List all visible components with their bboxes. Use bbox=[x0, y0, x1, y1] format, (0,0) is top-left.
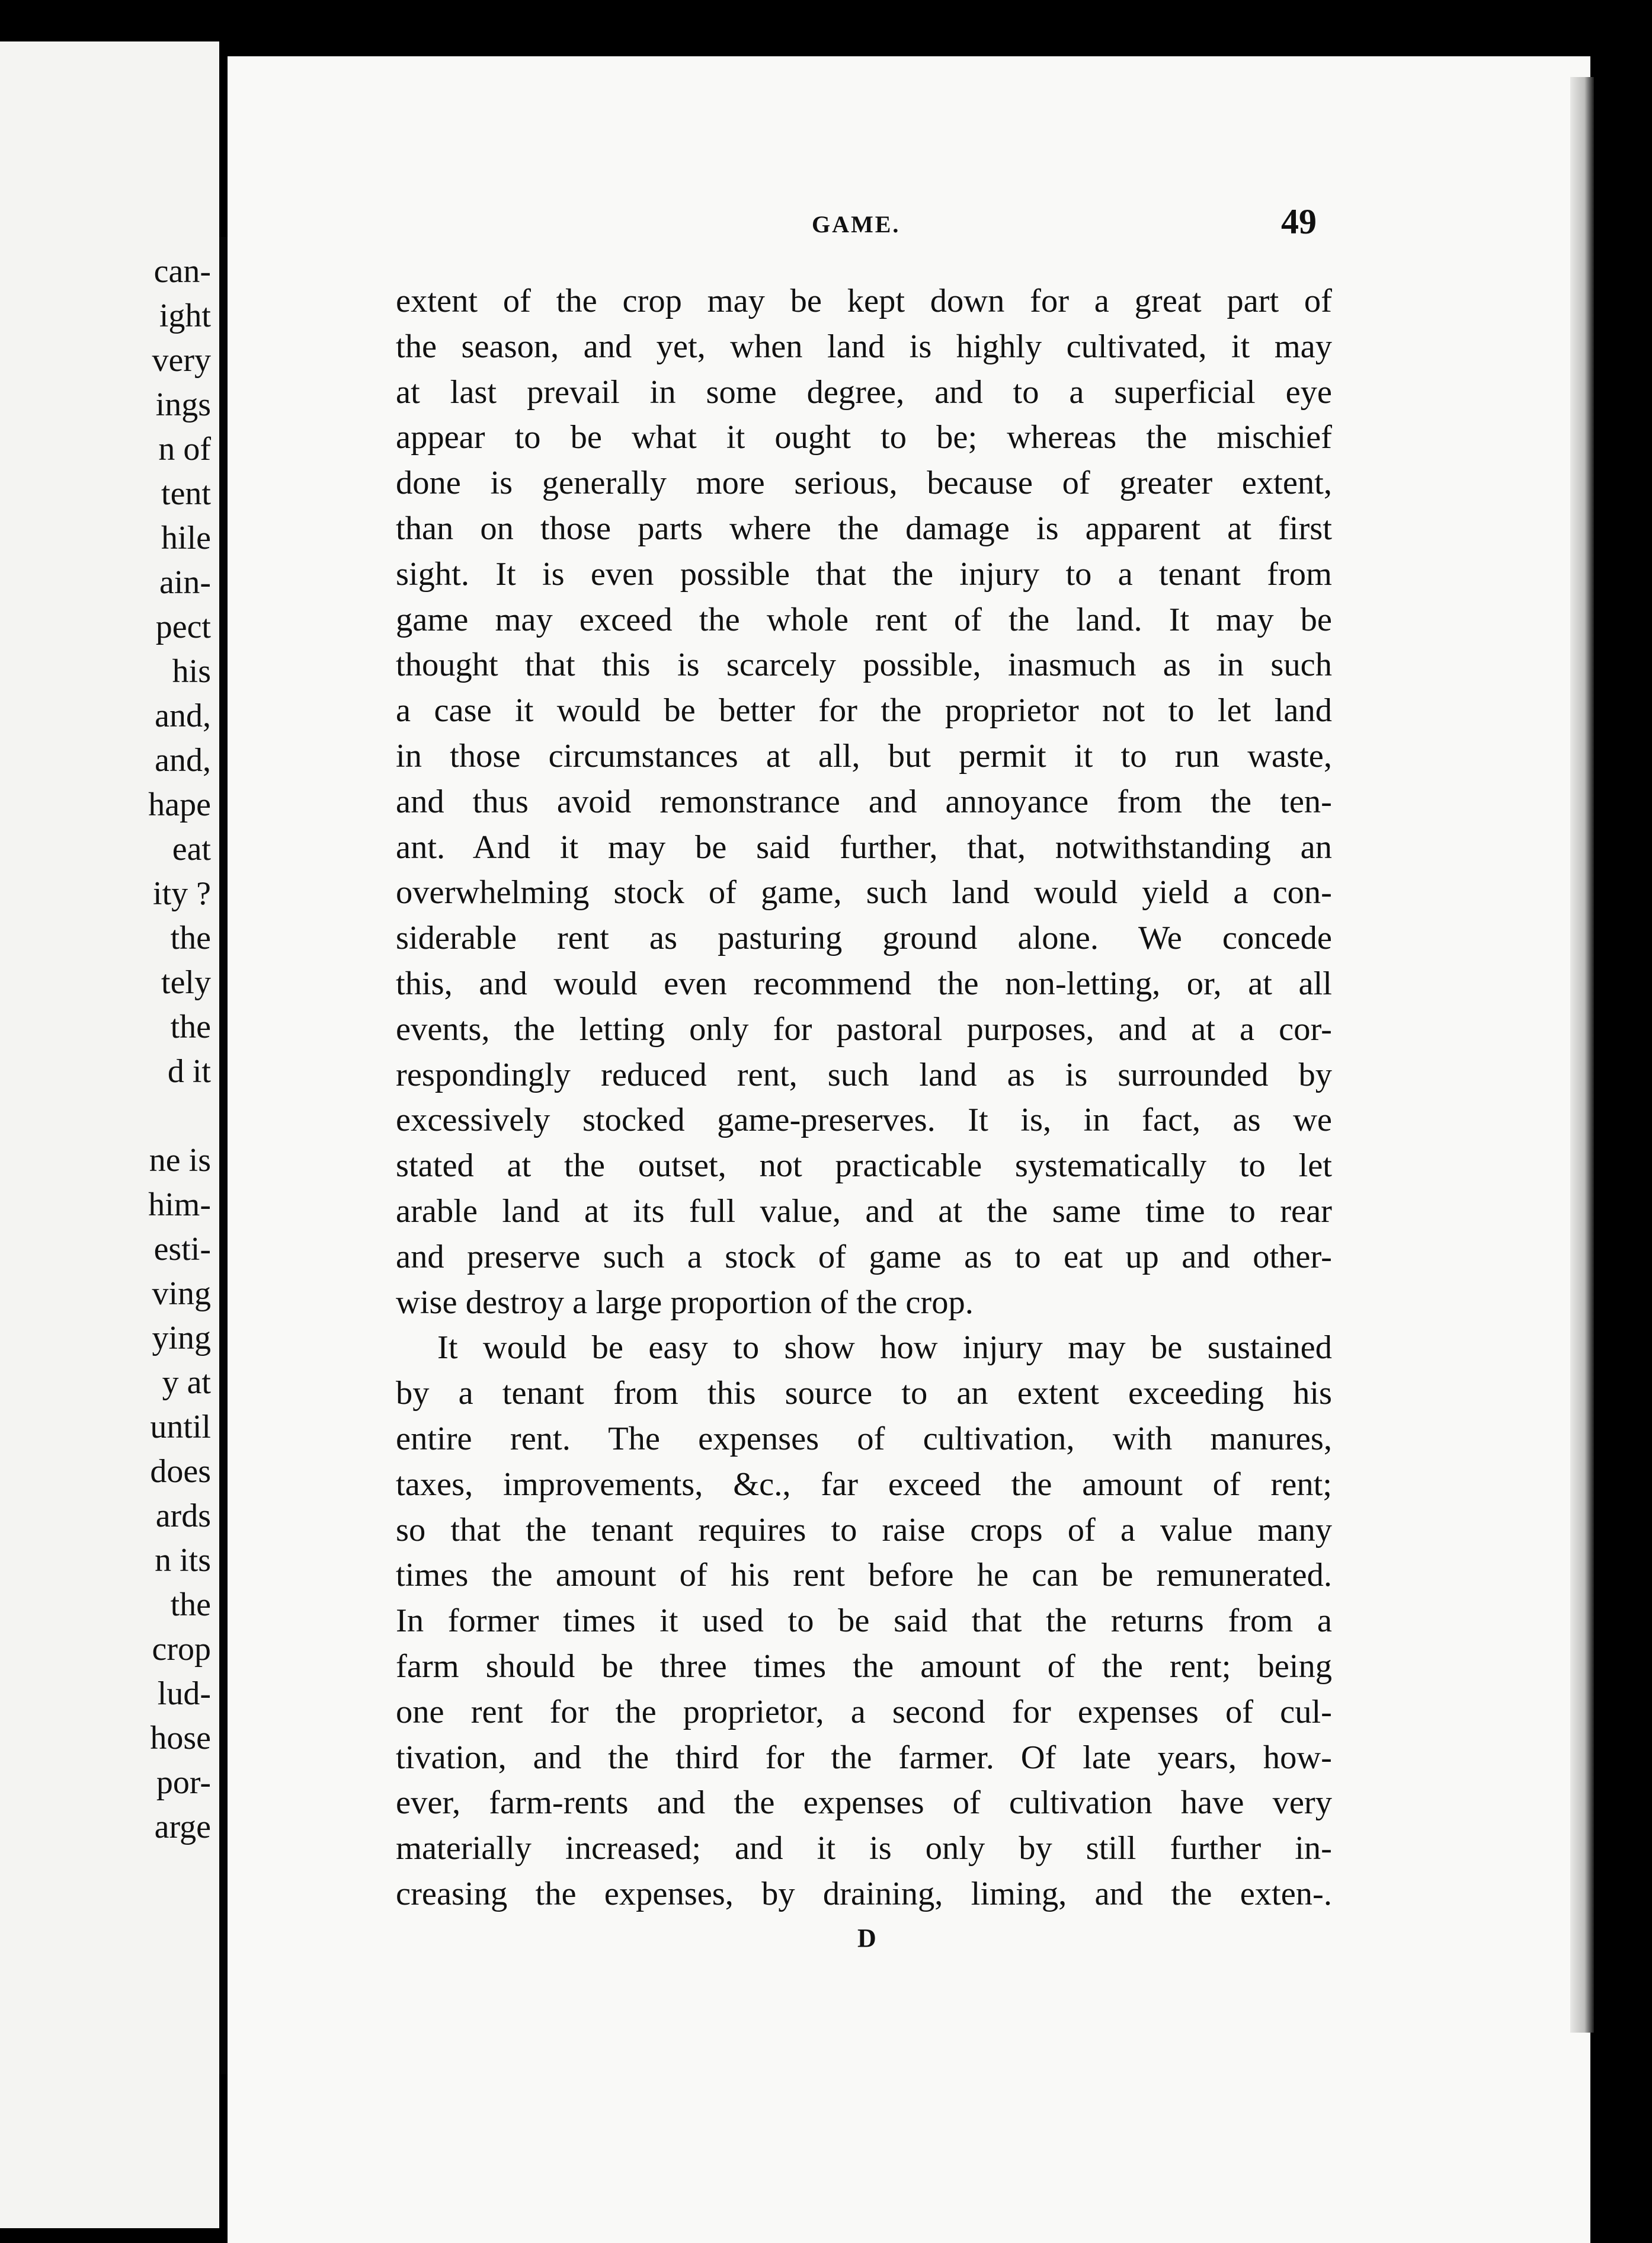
text-line: by a tenant from this source to an extent exceeding his bbox=[396, 1375, 1332, 1412]
running-head: GAME. bbox=[812, 211, 901, 238]
left-text-fragment: hape bbox=[148, 786, 211, 823]
text-line: and thus avoid remonstrance and annoyance from the ten- bbox=[396, 783, 1332, 820]
book-gutter bbox=[219, 237, 228, 2074]
left-text-fragment: ards bbox=[155, 1498, 211, 1534]
text-line: ever, farm-rents and the expenses of cultivation have very bbox=[396, 1784, 1332, 1822]
left-text-fragment: and, bbox=[155, 697, 211, 734]
text-line: a case it would be better for the proprietor not to let land bbox=[396, 692, 1332, 729]
text-line: done is generally more serious, because of greater extent, bbox=[396, 465, 1332, 502]
page-number: 49 bbox=[1281, 202, 1317, 241]
text-line: respondingly reduced rent, such land as is surrounded by bbox=[396, 1056, 1332, 1093]
left-text-fragment: ving bbox=[152, 1275, 211, 1312]
left-text-fragment: ings bbox=[155, 386, 211, 423]
left-text-fragment: crop bbox=[152, 1631, 211, 1668]
left-text-fragment: the bbox=[170, 920, 211, 956]
text-line: arable land at its full value, and at the same time to rear bbox=[396, 1192, 1332, 1230]
left-text-fragment: very bbox=[152, 342, 211, 379]
left-text-fragment: ight bbox=[159, 297, 211, 334]
left-text-fragment: por- bbox=[156, 1764, 211, 1801]
left-text-fragment: esti- bbox=[153, 1231, 211, 1268]
left-text-fragment: can- bbox=[153, 253, 211, 290]
text-line: and preserve such a stock of game as to eat up and other- bbox=[396, 1238, 1332, 1275]
left-text-fragment: ne is bbox=[149, 1142, 211, 1179]
left-text-fragment: pect bbox=[155, 609, 211, 645]
text-line: wise destroy a large proportion of the crop. bbox=[396, 1284, 974, 1321]
left-text-fragment: lud- bbox=[157, 1675, 211, 1712]
left-text-fragment: hile bbox=[161, 520, 211, 556]
left-text-fragment: n its bbox=[155, 1542, 211, 1579]
left-text-fragment: y at bbox=[162, 1364, 211, 1401]
left-text-fragment: does bbox=[150, 1453, 211, 1490]
text-line: In former times it used to be said that the returns from a bbox=[396, 1602, 1332, 1640]
text-line: thought that this is scarcely possible, inasmuch as in such bbox=[396, 647, 1332, 684]
text-line: siderable rent as pasturing ground alone. We concede bbox=[396, 920, 1332, 957]
left-text-fragment: hose bbox=[150, 1720, 211, 1756]
signature-mark: D bbox=[857, 1924, 876, 1953]
text-line: events, the letting only for pastoral purposes, and at a cor- bbox=[396, 1010, 1332, 1048]
text-line: in those circumstances at all, but permit it to run waste, bbox=[396, 737, 1332, 775]
text-line: this, and would even recommend the non-letting, or, at all bbox=[396, 965, 1332, 1002]
text-line: times the amount of his rent before he can be remunerated. bbox=[396, 1557, 1332, 1594]
left-text-fragment: eat bbox=[172, 831, 211, 868]
left-text-fragment: the bbox=[170, 1009, 211, 1045]
text-line: sight. It is even possible that the injury to a tenant from bbox=[396, 555, 1332, 593]
left-text-fragment: him- bbox=[148, 1186, 211, 1223]
text-line: ant. And it may be said further, that, notwithstanding an bbox=[396, 828, 1332, 866]
text-line: so that the tenant requires to raise crops of a value many bbox=[396, 1511, 1332, 1548]
left-text-fragment: ain- bbox=[159, 564, 211, 601]
text-line: extent of the crop may be kept down for a great part of bbox=[396, 283, 1332, 319]
left-text-fragment: n of bbox=[158, 431, 211, 468]
text-line: taxes, improvements, &c., far exceed the amount of rent; bbox=[396, 1466, 1332, 1503]
text-line: creasing the expenses, by draining, liming, and the exten-. bbox=[396, 1875, 1332, 1912]
left-text-fragment: tent bbox=[161, 475, 211, 512]
left-text-fragment: ying bbox=[152, 1320, 211, 1356]
text-line: appear to be what it ought to be; whereas the mischief bbox=[396, 419, 1332, 456]
text-line: stated at the outset, not practicable systematically to let bbox=[396, 1147, 1332, 1185]
text-line: tivation, and the third for the farmer. Of late years, how- bbox=[396, 1739, 1332, 1776]
body-text bbox=[396, 279, 1332, 1917]
text-line: excessively stocked game-preserves. It is, in fact, as we bbox=[396, 1102, 1332, 1139]
left-text-fragment: the bbox=[170, 1586, 211, 1623]
text-line: at last prevail in some degree, and to a superficial eye bbox=[396, 373, 1332, 411]
text-line: one rent for the proprietor, a second for expenses of cul- bbox=[396, 1693, 1332, 1730]
text-line: farm should be three times the amount of the rent; being bbox=[396, 1647, 1332, 1685]
left-text-fragment: ity ? bbox=[153, 875, 211, 912]
left-text-fragment: his bbox=[172, 653, 211, 690]
text-line: than on those parts where the damage is apparent at first bbox=[396, 510, 1332, 547]
left-text-fragment: until bbox=[150, 1409, 211, 1445]
page-edge-shadow bbox=[1570, 77, 1594, 2033]
left-page-fragment bbox=[0, 41, 219, 2228]
text-line: overwhelming stock of game, such land would yield a con- bbox=[396, 874, 1332, 911]
text-line: It would be easy to show how injury may be sustained bbox=[437, 1329, 1332, 1367]
text-line: entire rent. The expenses of cultivation, with manures, bbox=[396, 1420, 1332, 1457]
text-line: game may exceed the whole rent of the land. It may be bbox=[396, 601, 1332, 638]
left-text-fragment: arge bbox=[154, 1809, 211, 1845]
left-text-fragment: d it bbox=[167, 1053, 211, 1090]
text-line: materially increased; and it is only by still further in- bbox=[396, 1830, 1332, 1867]
left-text-fragment: and, bbox=[155, 742, 211, 779]
left-text-fragment: tely bbox=[161, 964, 211, 1001]
text-line: the season, and yet, when land is highly cultivated, it may bbox=[396, 328, 1332, 365]
